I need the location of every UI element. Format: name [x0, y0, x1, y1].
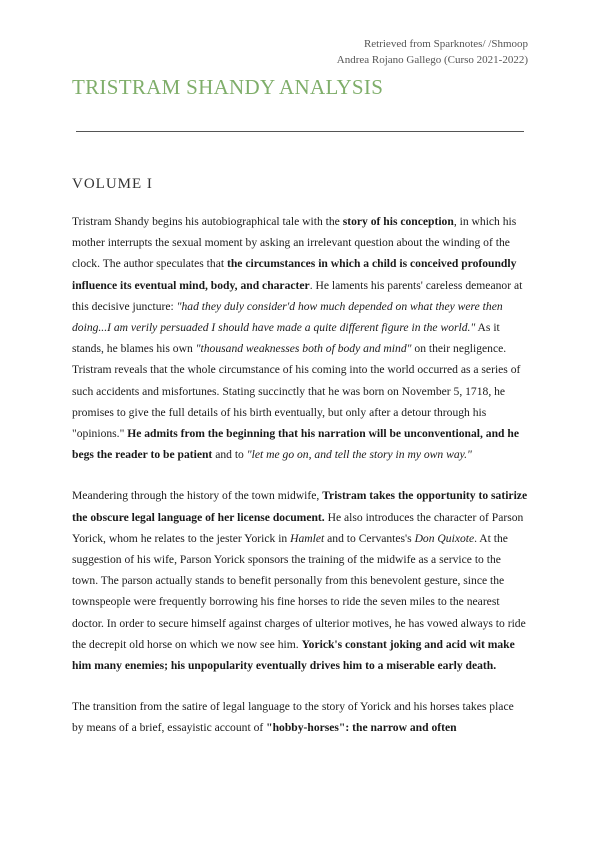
italic-text: "let me go on, and tell the story in my own way." [246, 448, 472, 462]
document-title: TRISTRAM SHANDY ANALYSIS [72, 75, 384, 99]
text-run: As it stands, he blames his own [72, 321, 500, 356]
text-run: The transition from the satire of legal language to the story of Yorick and his horses takes place by means of a brief, essayistic account of [72, 700, 514, 735]
section-heading: VOLUME I [72, 176, 153, 192]
italic-text: "had they duly consider'd how much depended on what they were then doing...I am verily persuaded I should have made a quite different figure in the world." [72, 299, 503, 335]
italic-text: Don Quixote [414, 531, 475, 545]
bold-text: He admits from the beginning that his narration will be unconventional, and he begs the reader to be patient [72, 427, 519, 462]
bold-text: "hobby-horses": the narrow and often [266, 721, 457, 735]
text-run: on their negligence. Tristram reveals that the whole circumstance of his coming into the world occurred as a series of such accidents and misfortunes. Stating succinctly that he was born on November 5, 1718, he promises to give the full details of his birth eventually, but only after a detour through his "opinions." [72, 342, 521, 441]
bold-text: Yorick's constant joking and acid wit make him many enemies; his unpopularity eventually drives him to a miserable early death. [72, 637, 515, 673]
body-text [72, 211, 528, 739]
body-paragraph [72, 696, 528, 738]
author-line: Andrea Rojano Gallego (Curso 2021-2022) [336, 54, 528, 66]
text-run: Meandering through the history of the town midwife, [72, 489, 323, 503]
text-run: . He laments his parents' careless demeanor at this decisive juncture: [72, 278, 523, 313]
text-run: , in which his mother interrupts the sexual moment by asking an irrelevant question about the winding of the clock. The author speculates that [72, 215, 517, 271]
italic-text: "thousand weaknesses both of body and mind" [195, 342, 412, 356]
text-run: and to [212, 448, 247, 462]
source-line: Retrieved from Sparknotes/ /Shmoop [363, 38, 528, 50]
italic-text: Hamlet [290, 531, 325, 545]
source-attribution [337, 36, 528, 68]
text-run: He also introduces the character of Parson Yorick, whom he relates to the jester Yorick in [72, 510, 524, 545]
bold-text: Tristram takes the opportunity to satirize the obscure legal language of her license document. [72, 489, 528, 524]
text-run: and to Cervantes's [324, 531, 415, 545]
bold-text: the circumstances in which a child is conceived profoundly influence its eventual mind, body, and character [72, 257, 517, 292]
body-paragraph [72, 211, 528, 465]
bold-text: story of his conception [342, 215, 454, 228]
text-run: . At the suggestion of his wife, Parson Yorick sponsors the training of the midwife as a service to the town. The parson actually stands to benefit personally from this benevolent gesture, since the townspeople were frequently borrowing his fine horses to ride the seven miles to the nearest doctor. In order to secure himself against charges of ulterior motives, he has vowed always to ride the decrepit old horse on which we now see him. [72, 531, 526, 651]
body-paragraph [72, 485, 528, 676]
title-divider [76, 131, 524, 132]
text-run: Tristram Shandy begins his autobiographical tale with the [72, 215, 343, 228]
